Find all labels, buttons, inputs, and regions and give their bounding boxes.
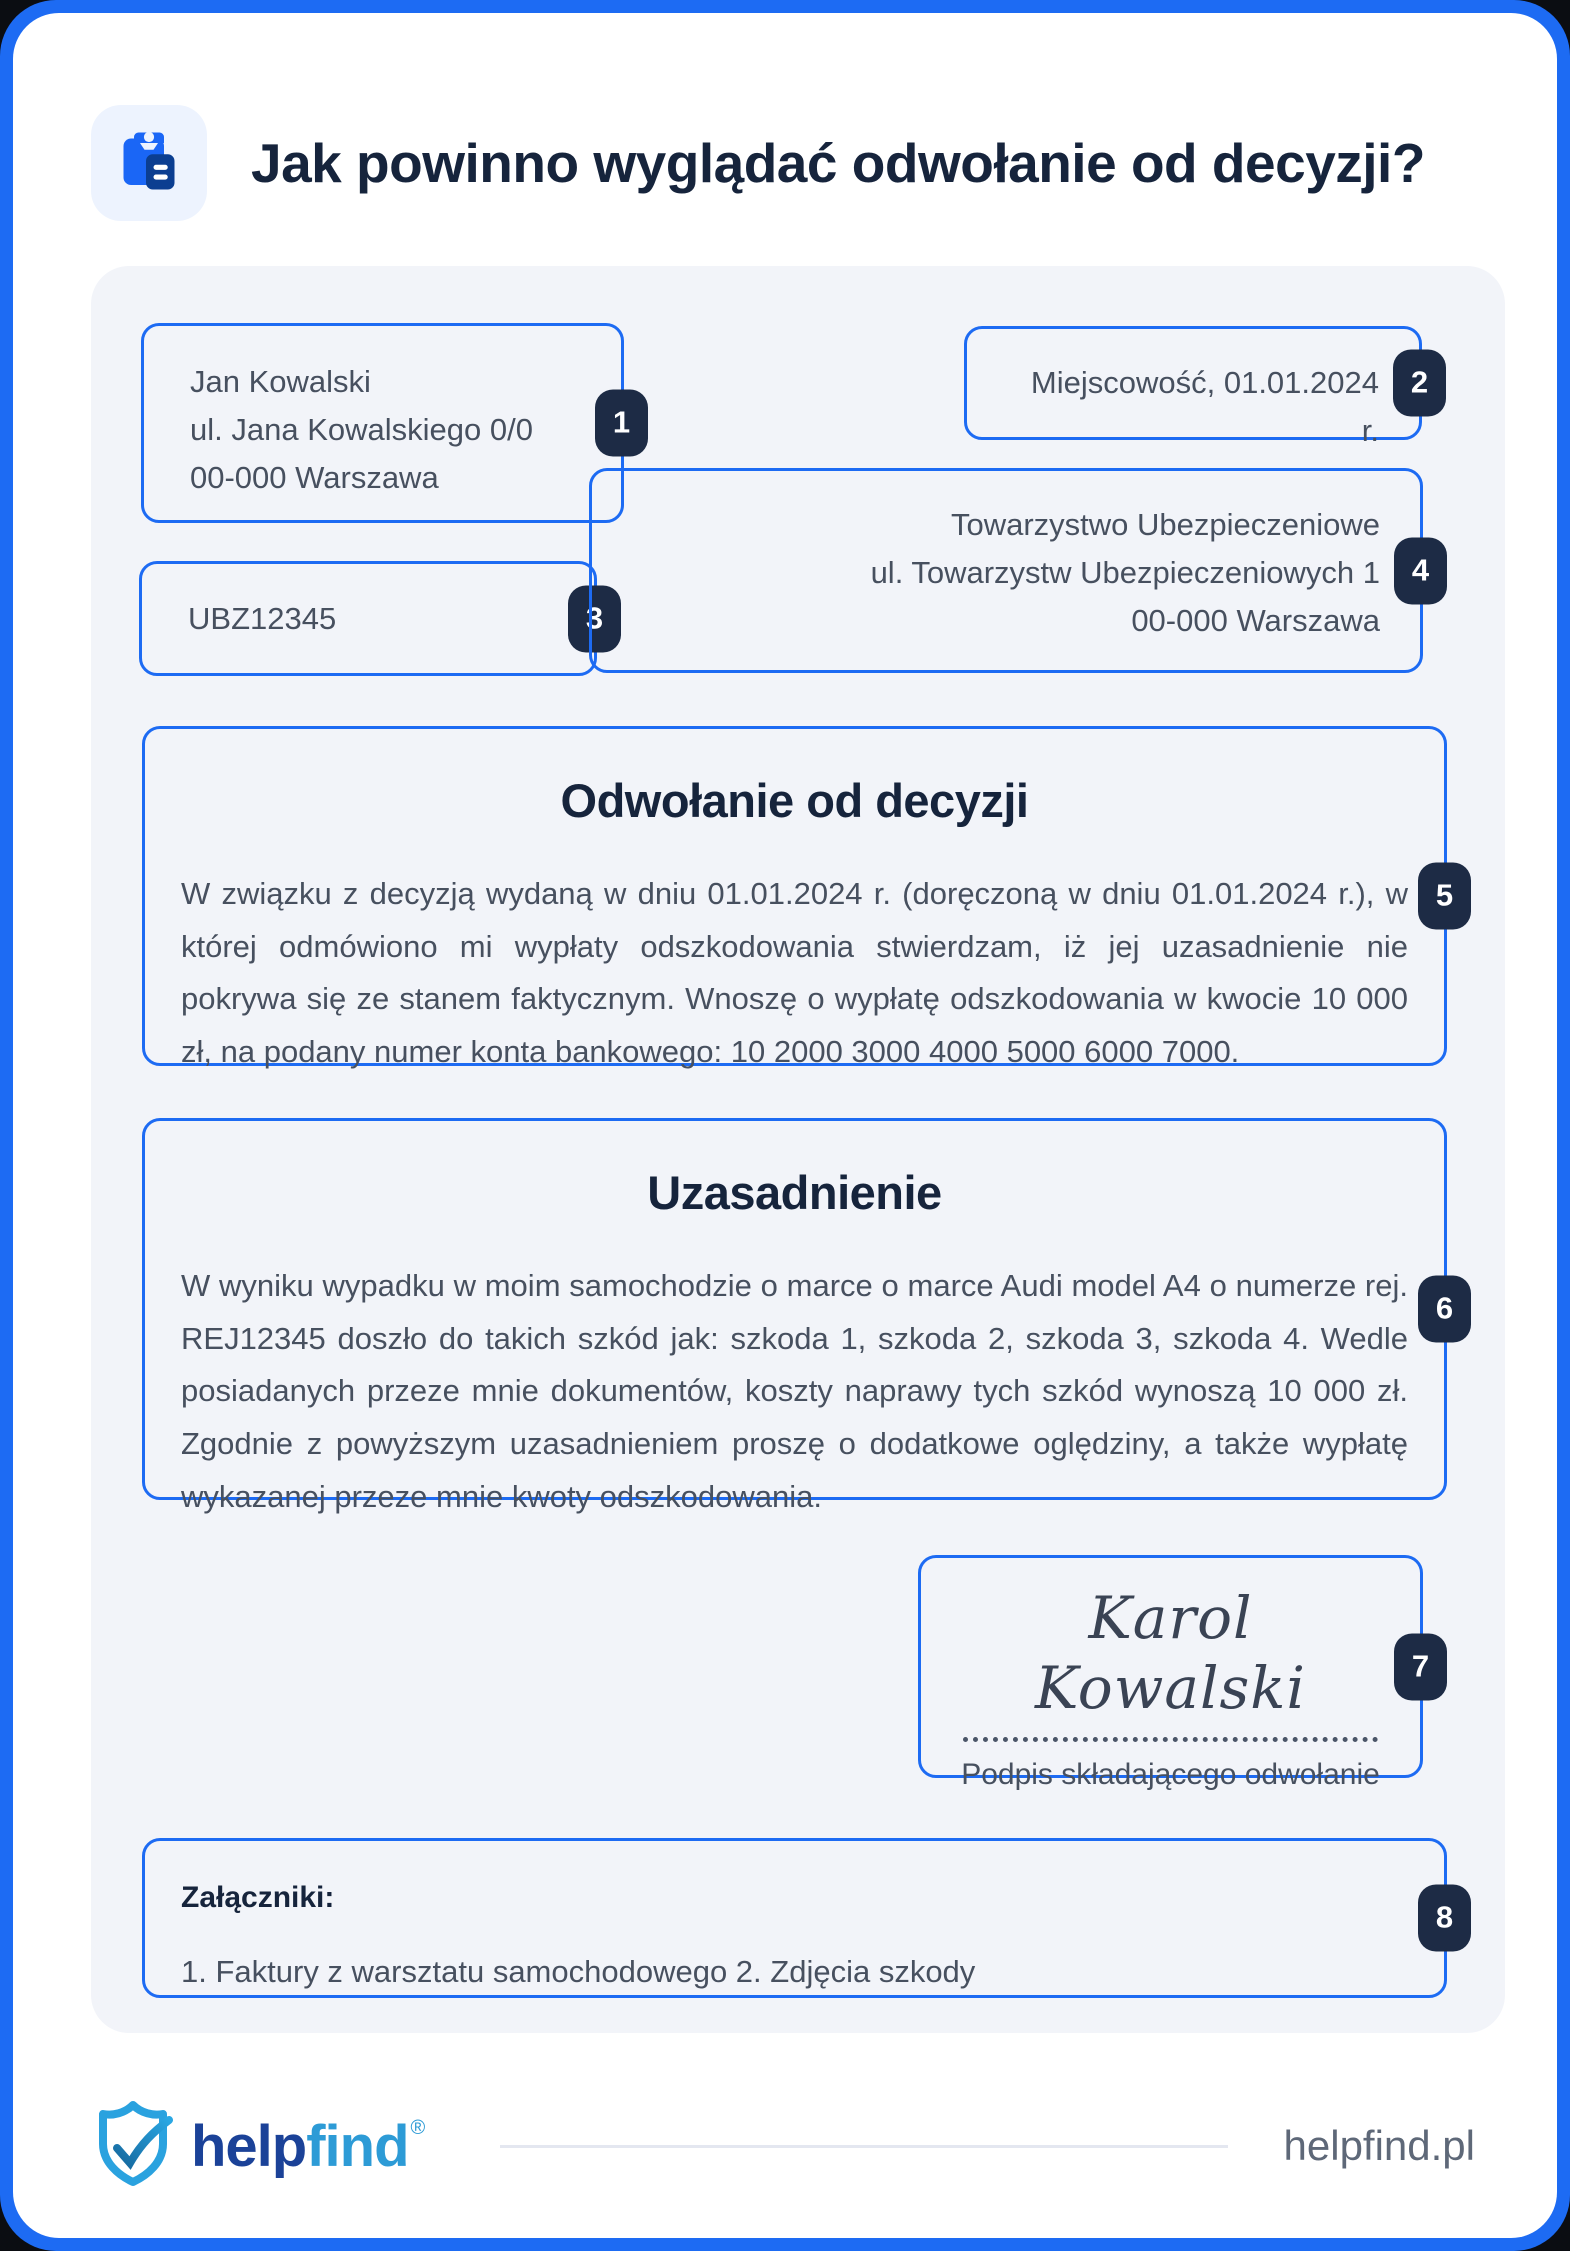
shield-check-icon	[93, 2098, 173, 2195]
page-title: Jak powinno wyglądać odwołanie od decyzji?	[251, 132, 1425, 194]
brand-help-text: help	[191, 2113, 307, 2179]
step-badge-7: 7	[1394, 1633, 1447, 1700]
step-badge-6: 6	[1418, 1276, 1471, 1343]
justification-box	[142, 1118, 1454, 1514]
justification-body: W wyniku wypadku w moim samochodzie o marce o marce Audi model A4 o numerze rej. REJ12345 doszło do takich szkód jak: szkoda 1, szkoda 2, szkoda 3, szkoda 4. Wedle posiadanych przeze mnie dokumentów, koszty naprawy tych szkód wynoszą 10 000 zł. Zgodnie z powyższym uzasadnieniem proszę o dodatkowe oględziny, a także wypłatę wykazanej przeze mnie kwoty odszkodowania.	[181, 1267, 1408, 1514]
policy-number-box	[139, 561, 604, 676]
step-badge-3: 3	[568, 585, 621, 652]
footer-divider	[500, 2145, 1227, 2148]
footer	[93, 2091, 1475, 2201]
place-date-text: Miejscowość, 01.01.2024 r.	[1030, 365, 1379, 449]
policy-number-text: UBZ12345	[188, 601, 337, 636]
sender-line-2: ul. Jana Kowalskiego 0/0	[190, 412, 533, 448]
recipient-box	[589, 468, 1430, 673]
justification-title: Uzasadnienie	[647, 1166, 942, 1219]
step-badge-8: 8	[1418, 1885, 1471, 1952]
header-icon-box	[91, 105, 207, 221]
registered-mark: ®	[410, 2116, 425, 2139]
appeal-title: Odwołanie od decyzji	[560, 774, 1029, 827]
attachments-box	[142, 1838, 1454, 1998]
brand-find-text: find	[306, 2113, 409, 2179]
attachments-label: Załączniki:	[181, 1881, 335, 1914]
recipient-line-2: ul. Towarzystw Ubezpieczeniowych 1	[870, 555, 1380, 591]
signature-name: Karol Kowalski	[1035, 1584, 1306, 1722]
document-panel	[91, 266, 1505, 2033]
step-badge-2: 2	[1393, 350, 1446, 417]
recipient-line-3: 00-000 Warszawa	[1131, 603, 1380, 639]
sender-box	[141, 323, 631, 523]
signature-dotted-line	[963, 1737, 1378, 1742]
attachments-items: 1. Faktury z warsztatu samochodowego 2. Zdjęcia szkody	[181, 1953, 976, 1989]
signature-caption: Podpis składającego odwołanie	[961, 1758, 1380, 1792]
step-badge-5: 5	[1418, 863, 1471, 930]
place-date-box	[964, 326, 1429, 449]
sender-line-3: 00-000 Warszawa	[190, 460, 439, 496]
infographic-card	[13, 13, 1557, 2238]
brand-logo	[93, 2098, 424, 2195]
step-badge-4: 4	[1394, 537, 1447, 604]
appeal-box	[142, 726, 1454, 1069]
recipient-line-1: Towarzystwo Ubezpieczeniowe	[950, 507, 1380, 542]
signature-box	[918, 1555, 1430, 1792]
appeal-body: W związku z decyzją wydaną w dniu 01.01.2024 r. (doręczoną w dniu 01.01.2024 r.), w której odmówiono mi wypłaty odszkodowania stwierdzam, iż jej uzasadnienie nie pokrywa się ze stanem faktycznym. Wnoszę o wypłatę odszkodowania w kwocie 10 000 zł, na podany numer konta bankowego: 10 2000 3000 4000 5000 6000 7000.	[181, 875, 1408, 1069]
header	[91, 105, 1479, 221]
sender-line-1: Jan Kowalski	[190, 364, 371, 399]
step-badge-1: 1	[595, 390, 648, 457]
clipboard-document-icon	[113, 125, 185, 202]
footer-site-url: helpfind.pl	[1283, 2122, 1475, 2169]
brand-wordmark	[191, 2113, 424, 2180]
